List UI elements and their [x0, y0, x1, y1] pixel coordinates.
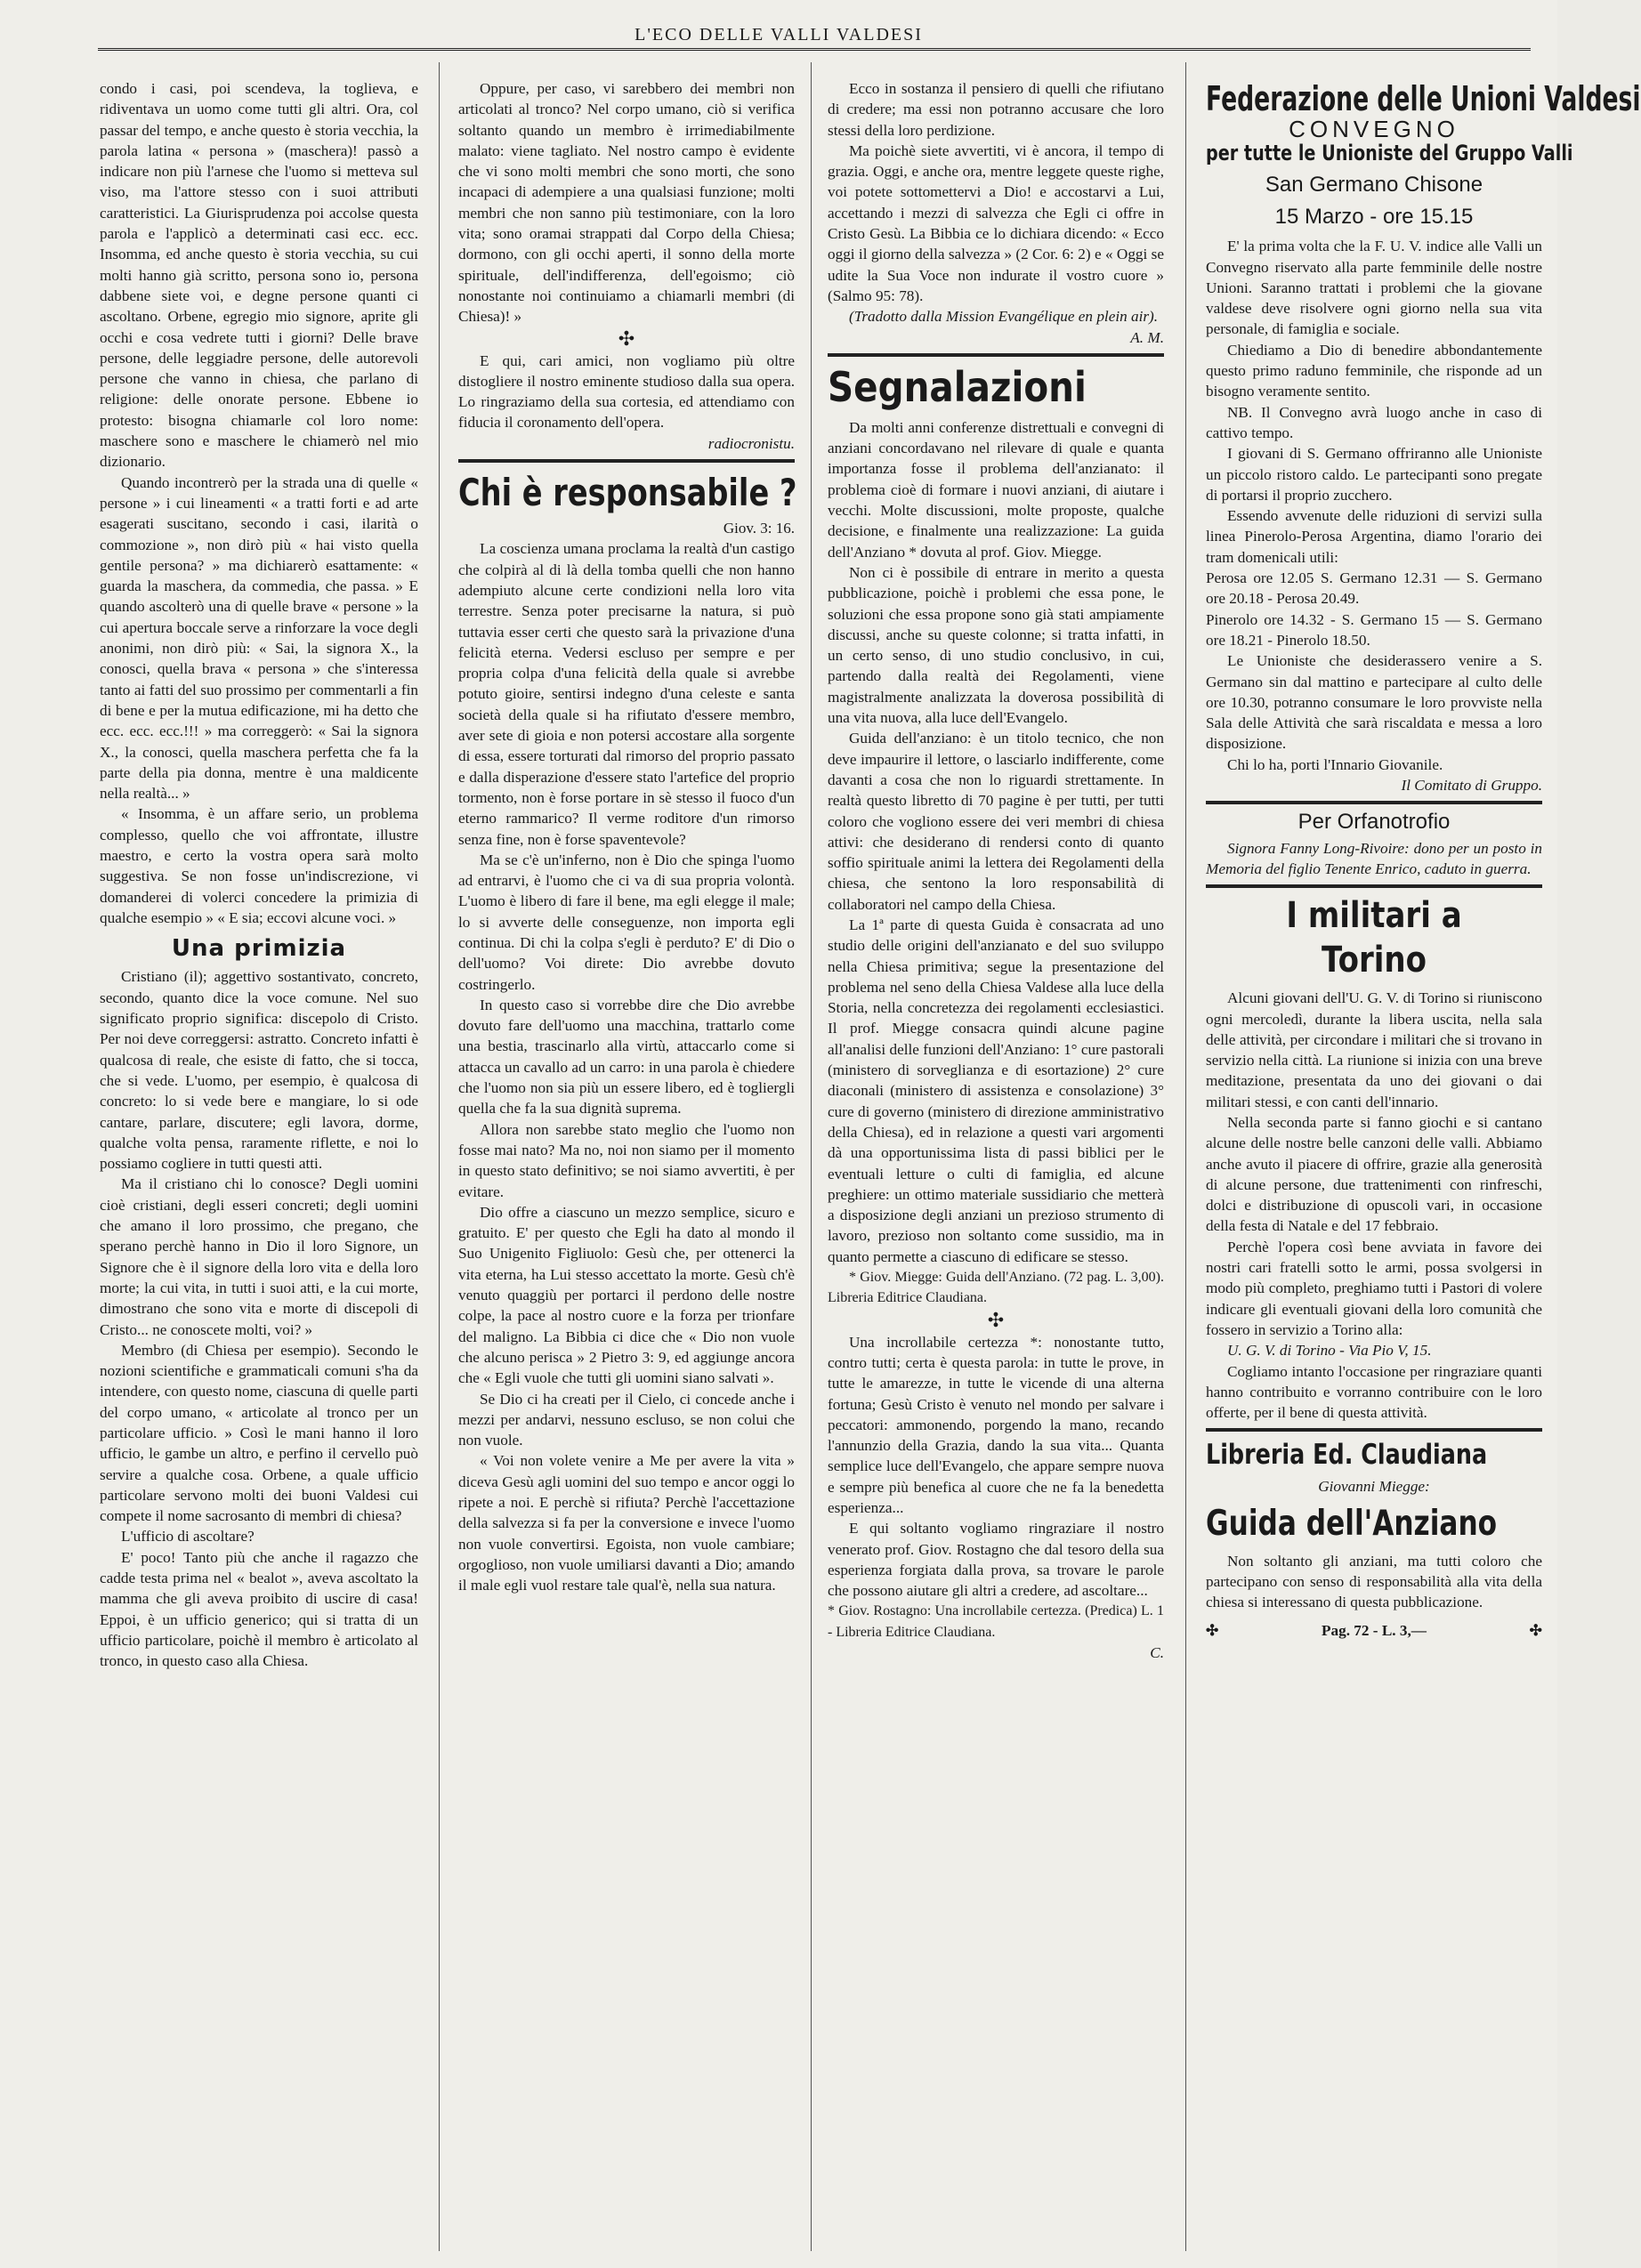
article-paragraph: Ma il cristiano chi lo conosce? Degli uomini cioè cristiani, degli esseri concreti; degli uomini che amano il loro prossimo, che pregano, che sperano perchè hanno in Dio il loro Signore, un Signore che è il signore della loro vita e della loro morte; la cui vita, in tutti i suoi atti, e la cui morte, dimostrano che sono vita e morte di discepoli di Cristo... ne conoscete molti, voi? » [100, 1175, 418, 1338]
article-paragraph: Non soltanto gli anziani, ma tutti coloro che partecipano con senso di responsabilità alla vita della chiesa si interessano di questa pubblicazione. [1206, 1552, 1542, 1611]
masthead-rule [98, 48, 1531, 51]
convegno-label: CONVEGNO [1289, 116, 1459, 142]
article-paragraph: Una incrollabile certezza *: nonostante tutto, contro tutti; certa è questa parola: in tutte le prove, in tutte le amarezze, in tutte le vicende di una alterna fortuna; Gesù Cristo è venuto nel mondo per salvare i peccatori: ammonendo, porgendo la mano, recando l'annunzio della Grazia, dando la sua vita... Quanta semplice luce dell'Evangelo, che appare sempre nuova e sempre più benefica al cuore che ne fa la benedetta esperienza... [828, 1333, 1164, 1516]
column-4 [1206, 78, 1641, 2249]
price-line [1206, 1620, 1542, 1641]
article-paragraph: Le Unioniste che desiderassero venire a S. Germano sin dal mattino e partecipare al culto delle ore 10.30, potranno consumare le loro provviste nella Sala delle Attività che sarà riscaldata e messa a loro disposizione. [1206, 652, 1542, 753]
article-paragraph: Perchè l'opera così bene avviata in favore dei nostri cari fratelli sotto le armi, possa svolgersi in modo più completo, preghiamo tutti i Pastori di volere indicare gli eventuali giovani della loro comunità che fossero in servizio a Torino alla: [1206, 1238, 1542, 1338]
article-headline: I militari a Torino [1286, 895, 1462, 981]
column-divider [811, 62, 812, 2251]
column-2 [458, 78, 795, 2249]
article-headline: Segnalazioni [828, 362, 1087, 411]
signature: Il Comitato di Gruppo. [1401, 777, 1542, 795]
column-3 [828, 78, 1164, 2249]
newspaper-title: L'ECO DELLE VALLI VALDESI [635, 25, 923, 44]
article-paragraph: Se Dio ci ha creati per il Cielo, ci concede anche i mezzi per andarvi, nessuno escluso, se non colui che non vuole. [458, 1390, 795, 1449]
article-paragraph: E qui, cari amici, non vogliamo più oltre distogliere il nostro eminente studioso dalla sua opera. Lo ringraziamo della sua cortesia, ed attendiamo con fiducia il coronamento dell'opera. [458, 351, 795, 432]
article-paragraph: Membro (di Chiesa per esempio). Secondo le nozioni scientifiche e grammaticali comuni s'ha da intendere, con questo nome, ciascuna di quelle parti del corpo umano, « articolate al tronco per un particolare ufficio. » Così le mani hanno il loro ufficio, le gambe un altro, e perfino il cervello può servire a qualche cosa. Orbene, a quale ufficio particolare servono molti dei buoni Valdesi cui compete il nome sacrosanto di membri di chiesa? [100, 1341, 418, 1525]
article-paragraph: La 1ª parte di questa Guida è consacrata ad uno studio delle origini dell'anzianato e del suo sviluppo nella Chiesa primitiva; segue la presentazione del problema nel seno della Chiesa Valdese alla luce della Storia, nella concretezza dei regolamenti ecclesiastici. Il prof. Miegge consacra quindi alcune pagine all'analisi delle funzioni dell'Anziano: 1° cure pastorali (ministero di sorveglianza e di esortazione) 2° cure diaconali (ministero di assistenza e consolazione) 3° cure di governo (ministero di direzione amministrativo della Chiesa), ed in relazione a questi vari argomenti dà una opportunissima lista di passi biblici per le eventuali letture o culti di famiglia, ed alcune preghiere: un ottimo materiale sussidiario che metterà a disposizione degli anziani un prezioso strumento di lavoro, prezioso non soltanto come sussidio, ma in quanto permette a ciascuno di edificare se stesso. [828, 916, 1164, 1265]
address: U. G. V. di Torino - Via Pio V, 15. [1227, 1342, 1432, 1360]
article-paragraph: Chiediamo a Dio di benedire abbondantemente questo primo raduno femminile, che risponde ad un bisogno veramente sentito. [1206, 341, 1542, 400]
article-paragraph: Essendo avvenute delle riduzioni di servizi sulla linea Pinerolo-Perosa Argentina, diamo l'orario dei tram domenicali utili: [1206, 507, 1542, 566]
article-paragraph: Non ci è possibile di entrare in merito a questa pubblicazione, poichè i problemi che essa pone, le soluzioni che essa propone sono già stati ampiamente discussi, anche su queste colonne; si tratta infatti, in un certo senso, di uno studio conclusivo, in cui, partendo dalla realtà dei Regolamenti, viene magistralmente analizzata la doverosa possibilità di una vita nuova, alla luce dell'Evangelo. [828, 563, 1164, 727]
footnote: * Giov. Miegge: Guida dell'Anziano. (72 pag. L. 3,00). Libreria Editrice Claudiana. [828, 1270, 1164, 1306]
event-time: 15 Marzo - ore 15.15 [1274, 205, 1474, 230]
article-paragraph: Cogliamo intanto l'occasione per ringraziare quanti hanno contribuito e vorranno contribuire con le loro offerte, per il bene di questa attività. [1206, 1362, 1542, 1422]
cross-ornament: ✣ [1529, 1621, 1542, 1639]
section-rule [1206, 1428, 1542, 1432]
tram-schedule: Perosa ore 12.05 S. Germano 12.31 — S. Germano ore 20.18 - Perosa 20.49. [1206, 569, 1542, 608]
article-paragraph: I giovani di S. Germano offriranno alle Unioniste un piccolo ristoro caldo. Le partecipanti sono pregate di portarsi il proprio zucchero. [1206, 445, 1542, 504]
cross-ornament: ✣ [987, 1308, 1005, 1331]
section-rule [828, 353, 1164, 357]
federation-subtitle: per tutte le Unioniste del Gruppo Valli [1206, 141, 1573, 166]
article-paragraph: Ecco in sostanza il pensiero di quelli che rifiutano di credere; ma essi non potranno accusare che loro stessi della loro perdizione. [828, 80, 1164, 139]
signature: C. [1150, 1644, 1164, 1662]
article-paragraph: Allora non sarebbe stato meglio che l'uomo non fosse mai nato? Ma no, noi non siamo per il momento in questo stato definitivo; se noi siamo avvertiti, è per evitare. [458, 1120, 795, 1200]
article-paragraph: E qui soltanto vogliamo ringraziare il nostro venerato prof. Giov. Rostagno che dal tesoro della sua esperienza forgiata dalla prova, sa trovare le parole che possono aiutare gli altri a credere, ad ascoltare... [828, 1520, 1164, 1600]
footnote: * Giov. Rostagno: Una incrollabile certezza. (Predica) L. 1 - Libreria Editrice Claudiana. [828, 1603, 1164, 1640]
federation-title: Federazione delle Unioni Valdesi [1206, 79, 1641, 118]
article-paragraph: In questo caso si vorrebbe dire che Dio avrebbe dovuto fare dell'uomo una macchina, trattarlo come una bestia, trascinarlo alla virtù, attaccarlo come si attacca un cavallo ad un carro: in una parola è chiedere che l'uomo non sia più un essere libero, ed è togliergli quella che fa la sua dignità suprema. [458, 996, 795, 1118]
event-place: San Germano Chisone [1265, 173, 1483, 198]
donation-note: Signora Fanny Long-Rivoire: dono per un posto in Memoria del figlio Tenente Enrico, caduto in guerra. [1206, 839, 1542, 877]
article-paragraph: Dio offre a ciascuno un mezzo semplice, sicuro e gratuito. E' per questo che Egli ha dato al mondo il Suo Unigenito Figliuolo: Gesù che, per ottenerci la vita eterna, ha Lui stesso accettato la morte. Gesù ch'è venuto quaggiù per portarci il perdono delle nostre colpe, la pace al nostro cuore e la forza per trionfare del maligno. La Bibbia ci dice che « Dio non vuole che alcuno perisca » 2 Pietro 3: 9, ed aggiunge ancora che « Egli vuole che tutti gli uomini siano salvati ». [458, 1203, 795, 1387]
section-rule [1206, 884, 1542, 888]
article-paragraph: Ma poichè siete avvertiti, vi è ancora, il tempo di grazia. Oggi, e anche ora, mentre leggete queste righe, voi potete sottomettervi a Dio! e accostarvi a Lui, accettando i mezzi di salvezza che Egli ci offre in Cristo Gesù. La Bibbia ce lo dichiara dicendo: « Ecco oggi il giorno della salvezza » (2 Cor. 6: 2) e « Oggi se udite la Sua Voce non indurate il vostro cuore » (Salmo 95: 78). [828, 141, 1164, 304]
column-1 [100, 78, 418, 2249]
orphanage-title: Per Orfanotrofio [1297, 810, 1451, 835]
section-rule [458, 459, 795, 463]
cross-ornament: ✣ [618, 327, 635, 350]
article-paragraph: Ma se c'è un'inferno, non è Dio che spinga l'uomo ad entrarvi, è l'uomo che ci va di sua propria volontà. L'uomo è libero di fare il bene, ma egli elegge il male; lo si avverte delle conseguenze, non importa egli continua. Di chi la colpa s'egli è perduto? E' di Dio o dell'uomo? Voi direte: Dio avrebbe dovuto costringerlo. [458, 851, 795, 993]
source-note: (Tradotto dalla Mission Evangélique en plein air). [849, 308, 1159, 326]
book-price: Pag. 72 - L. 3,— [1322, 1621, 1427, 1639]
article-paragraph: « Insomma, è un affare serio, un problema complesso, quello che voi affrontate, illustre maestro, e certo la vostra opera sarà molto suggestiva. Se non fosse un'indiscrezione, vi domanderei di volerci concedere la primizia di qualche esempio » « E sia; eccovi alcune voci. » [100, 805, 418, 926]
book-title: Guida dell'Anziano [1206, 1503, 1498, 1544]
article-paragraph: L'ufficio di ascoltare? [121, 1528, 255, 1546]
section-heading: Una primizia [171, 935, 347, 963]
article-paragraph: NB. Il Convegno avrà luogo anche in caso di cattivo tempo. [1206, 403, 1542, 441]
tram-schedule: Pinerolo ore 14.32 - S. Germano 15 — S. Germano ore 18.21 - Pinerolo 18.50. [1206, 610, 1542, 649]
bible-reference: Giov. 3: 16. [723, 520, 795, 537]
column-divider [439, 62, 440, 2251]
book-author: Giovanni Miegge: [1318, 1478, 1430, 1496]
article-paragraph: Da molti anni conferenze distrettuali e convegni di anziani concordavano nel rilevare di quale e quanta importanza fosse il problema dell'anzianato: il problema cioè di formare i nuovi anziani, di aiutare i vecchi. Molte discussioni, molte proposte, qualche decisione, e finalmente una realizzazione: La guida dell'Anziano * dovuta al prof. Giov. Miegge. [828, 418, 1164, 561]
column-divider [1185, 62, 1186, 2251]
article-paragraph: Guida dell'anziano: è un titolo tecnico, che non deve impaurire il lettore, o lasciarlo indifferente, come davanti a cosa che non lo riguardi strettamente. In realtà questo libretto di 70 pagine è per tutti, per tutti coloro che vogliono essere dei veri membri di chiesa attivi: che desiderano di rendersi conto di quanto soffio spirituale animi la lettera dei Regolamenti della chiesa, che sentono la loro responsabilità di collaboratori nel campo della Chiesa. [828, 730, 1164, 913]
article-paragraph: Alcuni giovani dell'U. G. V. di Torino si riuniscono ogni mercoledì, durante la libera uscita, nella sala delle attività, per circondare i militari che si trovano in servizio nella città. La riunione si inizia con una breve meditazione, presentata da uno dei giovani o dai militari stessi, e con canti dell'innario. [1206, 989, 1542, 1110]
article-paragraph: Quando incontrerò per la strada una di quelle « persone » i cui lineamenti « a tratti forti e ad arte esagerati suscitano, secondo i casi, ilarità o commozione », non dirò più « hai visto quella gentile persona? » ma dichiarerò esattamente: « guarda la maschera, da commedia, che passa. » E quando ascolterò una di quelle brave « persone » la cui apertura boccale serve a rinforzare la voce degli anonimi, non dirò più: « Sai, la signora X., la conosci, quella brava « persona » che s'interessa tanto ai fatti del suo prossimo per commentarli a fin di bene e per la mutua edificazione, mi ha detto che ecc. ecc. ecc.!!! » ma correggerò: « Sai la signora X., la conosci, quella maschera perfetta che fa la parte della pia donna, mentre è una maldicente nella realtà... » [100, 473, 418, 803]
signature: A. M. [1130, 328, 1164, 346]
article-paragraph: Oppure, per caso, vi sarebbero dei membri non articolati al tronco? Nel corpo umano, ciò si verifica soltanto quando un membro è irrimediabilmente malato: viene tagliato. Nel nostro campo è evidente che vi sono molti membri che sono morti, che sono incapaci di adempiere a una qualsiasi funzione; molti membri che non sanno più testimoniare, con la loro vita; sono oramai strappati dal Corpo della Chiesa; dormono, con gli occhi aperti, il sonno della morte spirituale, dell'indifferenza, dell'egoismo; ciò nonostante noi continuiamo a chiamarli membri (di Chiesa)! » [458, 80, 795, 326]
article-paragraph: Nella seconda parte si fanno giochi e si cantano alcune delle nostre belle canzoni delle valli. Abbiamo anche avuto il piacere di offrire, grazie alla generosità di alcune persone, due trattenimenti con rinfreschi, dolci e distribuzione di opuscoli vari, in occasione della festa di Natale e del 17 febbraio. [1206, 1113, 1542, 1235]
masthead [0, 0, 1557, 55]
article-paragraph: Chi lo ha, porti l'Innario Giovanile. [1227, 755, 1443, 773]
section-rule [1206, 801, 1542, 804]
article-headline: Chi è responsabile ? [458, 471, 797, 515]
article-paragraph: condo i casi, poi scendeva, la toglieva, e ridiventava un uomo come tutti gli altri. Ora, col passar del tempo, e anche questo è storia vecchia, la parola latina « persona » (maschera)! passò a indicare non più l'arnese che l'uomo si metteva sul viso, ma l'attore stesso con i suoi attributi caratteristici. La Giurisprudenza poi accolse questa parola e l'applicò a determinati casi ecc. ecc. Insomma, ed anche questo è storia vecchia, su cui molti hanno già scritto, persona sono io, persona dabbene siete voi, e degne persone quanti ci ascoltano. Orbene, egregio mio signore, aprite gli occhi e cosa vedrete tutti i giorni? Delle brave persone, delle leggiadre persone, delle autorevoli persone che vanno in chiesa, che parlano di religione: delle onorate persone. Ebbene io protesto: bisogna chiamarle col loro nome: maschere sono e maschere le chiamerò nel mio dizionario. [100, 80, 418, 471]
bookshop-title: Libreria Ed. Claudiana [1206, 1439, 1488, 1472]
article-paragraph: E' la prima volta che la F. U. V. indice alle Valli un Convegno riservato alla parte femminile delle nostre Unioni. Saranno trattati i problemi che la giovane valdese deve risolvere ogni giorno nella sua vita personale, di famiglia e sociale. [1206, 238, 1542, 338]
cross-ornament: ✣ [1206, 1621, 1219, 1639]
article-paragraph: La coscienza umana proclama la realtà d'un castigo che colpirà al di là della tomba quelli che non hanno adempiuto alcune certe condizioni nella loro vita terrestre. Senza poter precisarne la natura, si può tuttavia esser certi che questo sarà la privazione d'una felicità eterna. Vedersi escluso per sempre e per propria colpa d'una felicità della quale si avrebbe potuto gioire, sentirsi indegno d'una celeste e santa società della quale si ha rifiutato d'essere membro, aver sete di gioia e non potersi accostare alla sorgente di essa, essere torturati dal rimorso del proprio passato e dalla disperazione d'essere stato l'artefice del proprio tormento, non è forse portare in sè stesso il fuoco d'un eterno rammarico? Il verme roditore d'un rimorso senza fine, non è forse spaventevole? [458, 540, 795, 848]
signature: radiocronistu. [707, 434, 795, 452]
article-paragraph: E' poco! Tanto più che anche il ragazzo che cadde testa prima nel « bealot », aveva ascoltato la mamma che gli aveva proibito di uscire di casa! Eppoi, è un ufficio generico; qui si tratta di un ufficio particolare, poichè il membro è articolato al tronco, in questo caso alla Chiesa. [100, 1548, 418, 1670]
article-paragraph: « Voi non volete venire a Me per avere la vita » diceva Gesù agli uomini del suo tempo e ancor oggi lo ripete a noi. E perchè si rifiuta? Perchè l'accettazione della salvezza si fa per la conversione e invece l'uomo non vuole convertirsi. Egoista, non vuole cambiare; orgoglioso, non vuole umiliarsi davanti a Dio; amando il male egli vuol restare tale qual'è, nella sua natura. [458, 1452, 795, 1594]
article-paragraph: Cristiano (il); aggettivo sostantivato, concreto, secondo, quanto dice la voce comune. Nel suo significato proprio significa: discepolo di Cristo. Per noi deve correggersi: astratto. Concreto infatti è qualcosa di reale, che esiste di fatto, che si tocca, che si vede. L'uomo, per esempio, è qualcosa di concreto: lo si vede bere e mangiare, lo si ode cantare, parlare, discutere; egli lavora, dorme, qualche volta pensa, raramente riflette, e noi lo possiamo cogliere in tutti questi atti. [100, 968, 418, 1173]
